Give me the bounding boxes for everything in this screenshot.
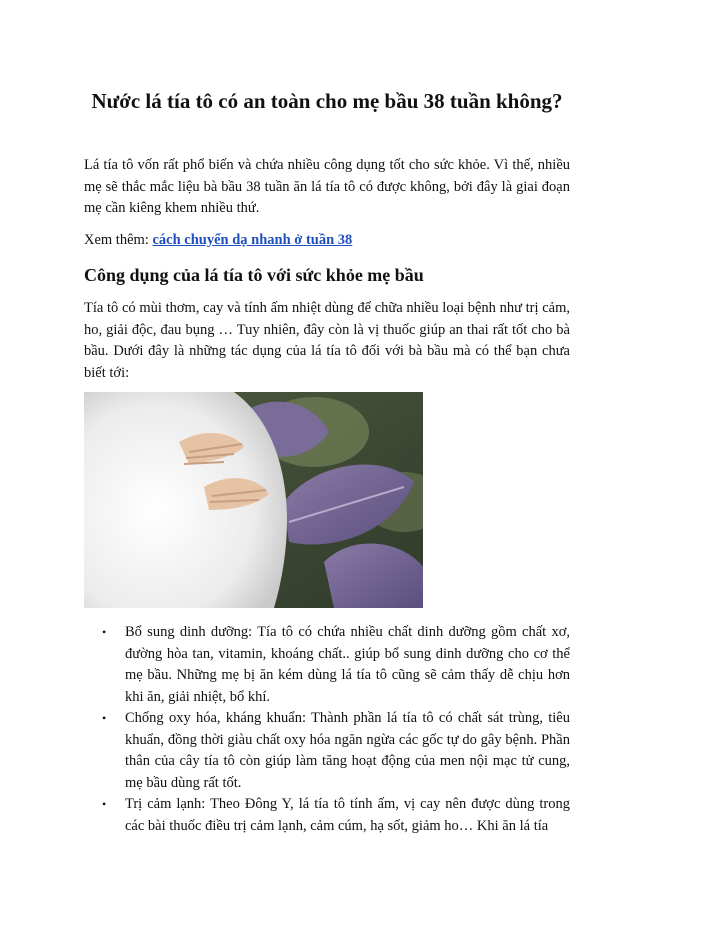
list-item xyxy=(84,708,570,794)
section-paragraph: Tía tô có mùi thơm, cay và tính ấm nhiệt dùng để chữa nhiều loại bệnh như trị cảm, ho, giải độc, đau bụng … Tuy nhiên, đây còn là vị thuốc giúp an thai rất tốt cho bà bầu. Dưới đây là những tác dụng của lá tía tô đối với bà bầu mà có thể bạn chưa biết tới: xyxy=(84,300,570,381)
list-item xyxy=(84,794,570,837)
bullet-icon: • xyxy=(102,711,107,725)
see-also-prefix: Xem thêm: xyxy=(84,232,153,248)
bullet-icon: • xyxy=(102,625,107,639)
see-also-link[interactable]: cách chuyển dạ nhanh ở tuần 38 xyxy=(152,232,353,248)
list-item xyxy=(84,622,570,708)
benefits-list xyxy=(84,622,570,837)
section-heading: Công dụng của lá tía tô với sức khỏe mẹ bầu xyxy=(84,265,424,285)
bullet-icon: • xyxy=(102,797,107,811)
list-item-text: Chống oxy hóa, kháng khuẩn: Thành phần lá tía tô có chất sát trùng, tiêu khuẩn, đồng thời giàu chất oxy hóa ngăn ngừa các gốc tự do gây bệnh. Phần thân của cây tía tô còn giúp làm tăng hoạt động của men nội mạc tử cung, mẹ bầu dùng rất tốt. xyxy=(125,710,570,791)
page-title: Nước lá tía tô có an toàn cho mẹ bầu 38 tuần không? xyxy=(91,89,563,113)
see-also-line xyxy=(84,230,352,252)
list-item-text: Trị cảm lạnh: Theo Đông Y, lá tía tô tính ấm, vị cay nên được dùng trong các bài thuốc điều trị cảm lạnh, cảm cúm, hạ sốt, giảm ho… Khi ăn lá tía xyxy=(125,796,570,834)
pregnant-belly-perilla-photo xyxy=(84,392,423,608)
intro-paragraph: Lá tía tô vốn rất phổ biến và chứa nhiều công dụng tốt cho sức khỏe. Vì thế, nhiều mẹ sẽ thắc mắc liệu bà bầu 38 tuần ăn lá tía tô có được không, bởi đây là giai đoạn mẹ cần kiêng khem nhiều thứ. xyxy=(84,157,570,216)
list-item-text: Bổ sung dinh dưỡng: Tía tô có chứa nhiều chất dinh dưỡng gồm chất xơ, đường hòa tan, vitamin, khoáng chất.. giúp bổ sung dinh dưỡng cho cơ thể mẹ bầu. Những mẹ bị ăn kém dùng lá tía tô cũng sẽ cảm thấy dễ chịu hơn khi ăn, giải nhiệt, bổ khí. xyxy=(125,624,570,705)
